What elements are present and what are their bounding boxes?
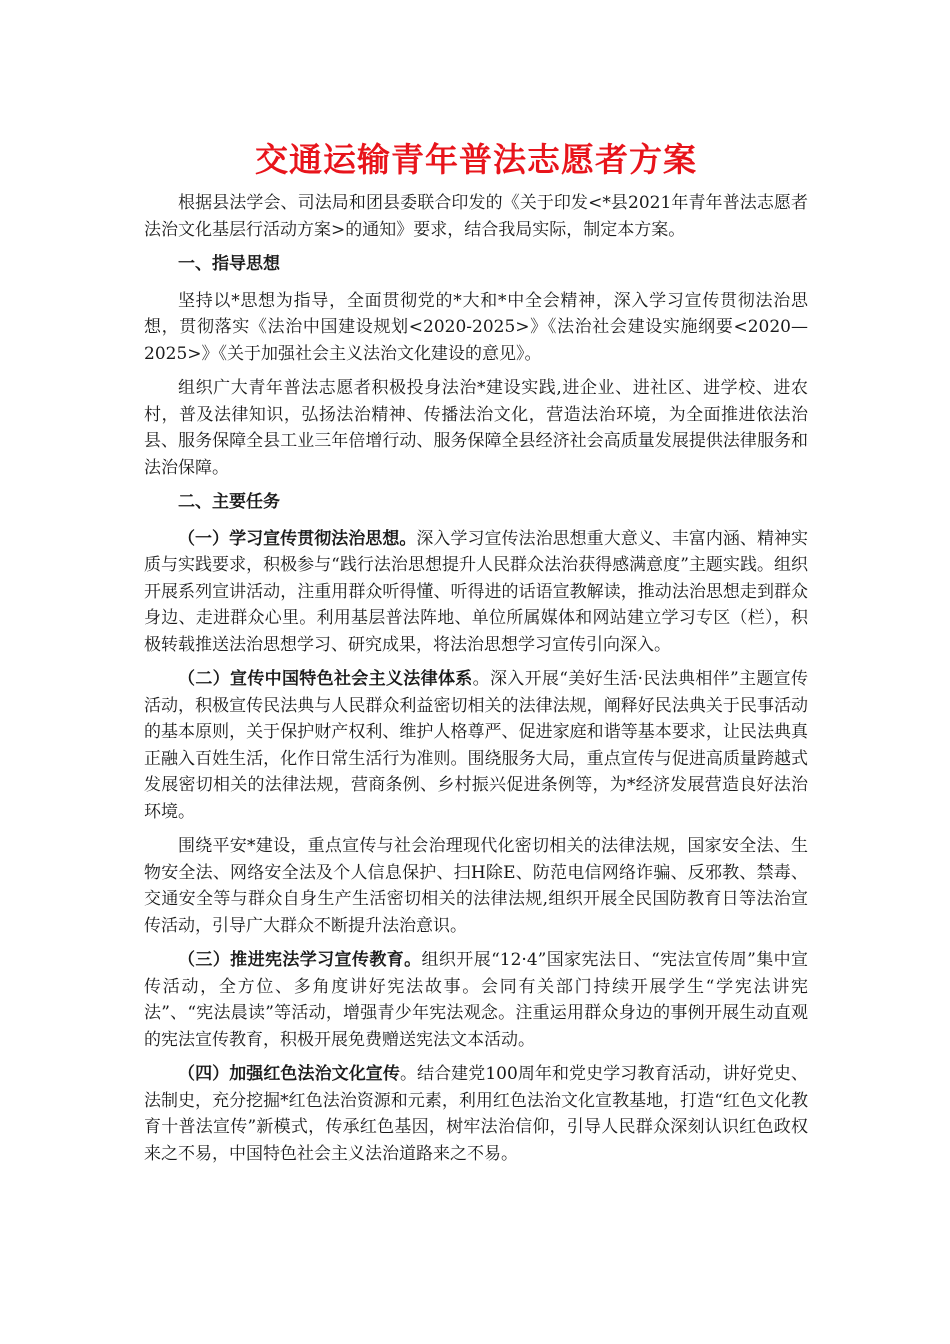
task-lead-2: （二）宣传中国特色社会主义法律体系: [178, 669, 473, 689]
task-paragraph-2-extra: 围绕平安*建设，重点宣传与社会治理现代化密切相关的法律法规，国家安全法、生物安全法、网络安全法及个人信息保护、扫H除E、防范电信网络诈骗、反邪教、禁毒、交通安全等与群众自身生产生活密切相关的法律法规,组织开展全民国防教育日等法治宣传活动，引导广大群众不断提升法治意识。: [144, 836, 808, 936]
task-paragraph-4: [144, 1061, 808, 1167]
task-text-2: 。深入开展“美好生活·民法典相伴”主题宣传活动，积极宣传民法典与人民群众利益密切相关的法律法规，阐释好民法典关于民事活动的基本原则，关于保护财产权利、维护人格尊严、促进家庭和谐等基本要求，让民法典真正融入百姓生活，化作日常生活行为准则。围绕服务大局，重点宣传与促进高质量跨越式发展密切相关的法律法规，营商条例、乡村振兴促进条例等，为*经济发展营造良好法治环境。: [144, 669, 808, 822]
section-heading-guiding-ideology: 一、指导思想: [178, 254, 280, 274]
section-heading-main-tasks: 二、主要任务: [178, 492, 280, 512]
task-text-3: 组织开展“12·4”国家宪法日、“宪法宣传周”集中宣传活动，全方位、多角度讲好宪法故事。会同有关部门持续开展学生“学宪法讲宪法”、“宪法晨读”等活动，增强青少年宪法观念。注重运用群众身边的事例开展生动直观的宪法宣传教育，积极开展免费赠送宪法文本活动。: [144, 950, 808, 1050]
task-paragraph-1: [144, 526, 808, 659]
intro-paragraph: 根据县法学会、司法局和团县委联合印发的《关于印发<*县2021年青年普法志愿者法治文化基层行活动方案>的通知》要求，结合我局实际，制定本方案。: [144, 193, 808, 240]
document-title: 交通运输青年普法志愿者方案: [255, 140, 697, 179]
task-lead-4: （四）加强红色法治文化宣传: [178, 1064, 400, 1084]
task-lead-1: （一）学习宣传贯彻法治思想。: [178, 528, 417, 549]
task-text-1: 深入学习宣传法治思想重大意义、丰富内涵、精神实质与实践要求，积极参与“践行法治思想提升人民群众法治获得感满意度”主题实践。组织开展系列宣讲活动，注重用群众听得懂、听得进的话语宣教解读，推动法治思想走到群众身边、走进群众心里。利用基层普法阵地、单位所属媒体和网站建立学习专区（栏），积极转载推送法治思想学习、研究成果，将法治思想学习宣传引向深入。: [144, 528, 809, 655]
paragraph-guiding-ideology-1: 坚持以*思想为指导，全面贯彻党的*大和*中全会精神，深入学习宣传贯彻法治思想，贯彻落实《法治中国建设规划<2020-2025>》《法治社会建设实施纲要<2020—2025>》《关于加强社会主义法治文化建设的意见》。: [144, 290, 808, 364]
task-paragraph-2: [144, 666, 808, 825]
task-text-4: 。结合建党100周年和党史学习教育活动，讲好党史、法制史，充分挖掘*红色法治资源和元素，利用红色法治文化宣教基地，打造“红色文化教育十普法宣传”新模式，传承红色基因，树牢法治信仰，引导人民群众深刻认识红色政权来之不易，中国特色社会主义法治道路来之不易。: [144, 1064, 809, 1164]
task-paragraph-3: [144, 947, 808, 1053]
paragraph-guiding-ideology-2: 组织广大青年普法志愿者积极投身法治*建设实践,进企业、进社区、进学校、进农村，普及法律知识，弘扬法治精神、传播法治文化，营造法治环境，为全面推进依法治县、服务保障全县工业三年倍增行动、服务保障全县经济社会高质量发展提供法律服务和法治保障。: [144, 378, 808, 478]
task-lead-3: （三）推进宪法学习宣传教育。: [178, 950, 422, 970]
document-body: [144, 190, 808, 1175]
